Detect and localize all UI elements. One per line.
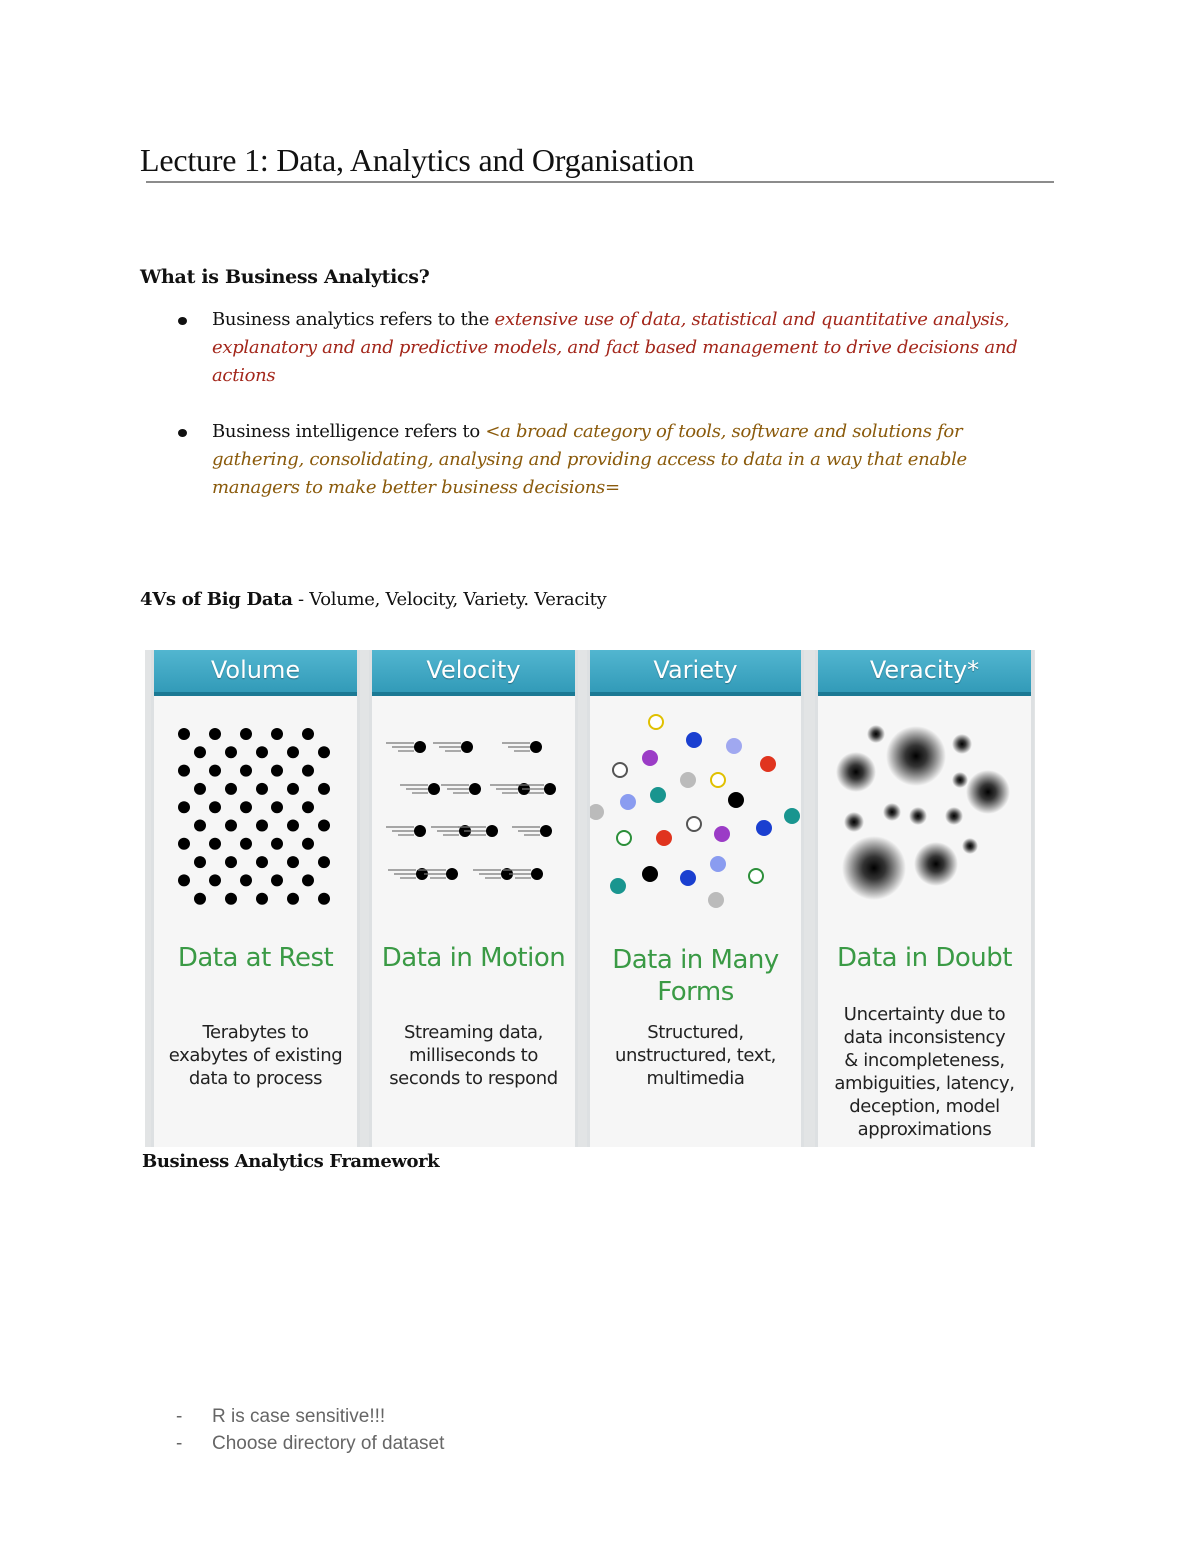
note-item <box>176 1430 444 1457</box>
volume-dot <box>194 893 206 905</box>
volume-dot <box>194 856 206 868</box>
variety-dot <box>708 892 724 908</box>
note-text: Choose directory of dataset <box>212 1433 445 1454</box>
bullet-dot-icon <box>178 429 187 437</box>
definition-highlight: <a broad category of tools, software and solutions for gathering, consolidating, analysing and providing access to data in a way that enable managers to make better business decisions= <box>212 421 967 498</box>
panel-volume <box>151 650 360 1147</box>
volume-dot <box>318 783 330 795</box>
volume-dot <box>240 838 252 850</box>
panel-description <box>818 1003 1031 1141</box>
description-line: deception, model <box>849 1096 1000 1117</box>
velocity-dot <box>531 868 543 880</box>
volume-dot <box>225 783 237 795</box>
variety-colored-dots-icon <box>590 700 801 920</box>
notes-list <box>176 1403 444 1457</box>
velocity-dot <box>414 825 426 837</box>
volume-dot <box>256 893 268 905</box>
volume-dot <box>287 820 299 832</box>
volume-dot <box>318 856 330 868</box>
volume-dot <box>302 765 314 777</box>
description-line: data inconsistency <box>843 1027 1006 1048</box>
veracity-blurred-dot <box>909 807 927 825</box>
veracity-blurred-dot <box>867 725 885 743</box>
volume-dot <box>256 746 268 758</box>
panel-subtitle <box>590 944 801 1008</box>
panel-subtitle: Data in Doubt <box>837 943 1012 973</box>
definition-highlight: extensive use of data, statistical and quantitative analysis, explanatory and and predictive models, and fact based management to drive decisions and actions <box>212 309 1018 386</box>
variety-dot <box>714 826 730 842</box>
variety-dot <box>680 772 696 788</box>
variety-ring <box>617 831 631 845</box>
variety-dot <box>620 794 636 810</box>
volume-dot <box>240 765 252 777</box>
velocity-dot <box>414 741 426 753</box>
description-line: Uncertainty due to <box>843 1004 1006 1025</box>
veracity-blurred-dot <box>886 726 946 786</box>
panel-description <box>372 1021 575 1090</box>
velocity-dot <box>469 783 481 795</box>
subtitle-line: Forms <box>657 977 734 1007</box>
title-underline <box>146 181 1054 183</box>
veracity-blurred-dot <box>962 838 978 854</box>
volume-dot <box>287 746 299 758</box>
volume-dots-icon <box>154 700 357 920</box>
variety-dot <box>686 732 702 748</box>
volume-dot <box>178 874 190 886</box>
volume-dot <box>302 728 314 740</box>
veracity-blurred-dot <box>883 803 901 821</box>
dash-marker: - <box>176 1406 183 1427</box>
variety-dot <box>642 750 658 766</box>
panel-subtitle: Data in Motion <box>381 943 566 973</box>
volume-dot <box>240 874 252 886</box>
volume-dot <box>194 746 206 758</box>
four-vs-line <box>140 589 606 610</box>
variety-dot <box>650 787 666 803</box>
volume-dot <box>225 820 237 832</box>
description-line: Structured, <box>647 1022 744 1043</box>
velocity-dot <box>486 825 498 837</box>
volume-dot <box>178 801 190 813</box>
volume-dot <box>178 765 190 777</box>
volume-dot <box>271 765 283 777</box>
volume-dot <box>209 765 221 777</box>
panel-description <box>590 1021 801 1090</box>
volume-dot <box>287 783 299 795</box>
volume-dot <box>302 874 314 886</box>
veracity-blurred-dot <box>914 842 958 886</box>
veracity-blurred-dot <box>952 772 968 788</box>
veracity-blurred-dot <box>842 836 906 900</box>
volume-dot <box>318 820 330 832</box>
definition-business-analytics <box>176 306 1056 390</box>
variety-dot <box>710 856 726 872</box>
four-vs-list: Volume, Velocity, Variety. Veracity <box>309 589 607 610</box>
veracity-blurred-dots-icon <box>818 700 1031 920</box>
variety-dot <box>784 808 800 824</box>
four-vs-separator: - <box>292 589 310 610</box>
panel-header: Variety <box>590 650 801 696</box>
description-line: exabytes of existing <box>168 1045 343 1066</box>
description-line: approximations <box>857 1119 992 1140</box>
velocity-dot <box>530 741 542 753</box>
veracity-blurred-dot <box>836 752 876 792</box>
panel-subtitle: Data at Rest <box>177 943 334 973</box>
volume-dot <box>302 801 314 813</box>
panel-variety <box>587 650 804 1147</box>
description-line: seconds to respond <box>389 1068 558 1089</box>
volume-dot <box>256 783 268 795</box>
description-line: unstructured, text, <box>614 1045 777 1066</box>
variety-dot <box>726 738 742 754</box>
volume-dot <box>240 728 252 740</box>
variety-dot <box>680 870 696 886</box>
veracity-blurred-dot <box>844 812 864 832</box>
volume-dot <box>194 820 206 832</box>
description-line: & incompleteness, <box>844 1050 1005 1071</box>
four-vs-label: 4Vs of Big Data <box>140 589 293 610</box>
definition-list <box>176 306 1056 502</box>
veracity-blurred-dot <box>966 770 1010 814</box>
volume-dot <box>240 801 252 813</box>
description-line: milliseconds to <box>409 1045 538 1066</box>
volume-dot <box>225 746 237 758</box>
volume-dot <box>225 856 237 868</box>
definition-prefix: Business intelligence refers to <box>212 421 486 442</box>
description-line: ambiguities, latency, <box>834 1073 1015 1094</box>
velocity-dot <box>446 868 458 880</box>
dash-marker: - <box>176 1433 183 1454</box>
section-heading-business-analytics: What is Business Analytics? <box>140 266 430 288</box>
framework-heading: Business Analytics Framework <box>142 1151 440 1172</box>
variety-ring <box>613 763 627 777</box>
volume-dot <box>318 746 330 758</box>
volume-dot <box>302 838 314 850</box>
description-line: multimedia <box>646 1068 745 1089</box>
volume-dot <box>194 783 206 795</box>
variety-dot <box>656 830 672 846</box>
variety-ring <box>749 869 763 883</box>
variety-ring <box>687 817 701 831</box>
page-title: Lecture 1: Data, Analytics and Organisation <box>140 142 695 178</box>
velocity-dot <box>461 741 473 753</box>
veracity-blurred-dot <box>945 807 963 825</box>
volume-dot <box>178 838 190 850</box>
definition-prefix: Business analytics refers to the <box>212 309 495 330</box>
velocity-dot <box>428 783 440 795</box>
panel-header: Veracity* <box>818 650 1031 696</box>
variety-dot <box>590 804 604 820</box>
volume-dot <box>318 893 330 905</box>
volume-dot <box>225 893 237 905</box>
volume-dot <box>209 801 221 813</box>
description-line: data to process <box>188 1068 323 1089</box>
panel-header: Volume <box>154 650 357 696</box>
variety-dot <box>760 756 776 772</box>
volume-dot <box>256 820 268 832</box>
panel-description <box>154 1021 357 1090</box>
velocity-dot <box>540 825 552 837</box>
subtitle-line: Data in Many <box>612 945 779 975</box>
volume-dot <box>209 838 221 850</box>
variety-dot <box>610 878 626 894</box>
velocity-dot <box>544 783 556 795</box>
big-data-figure <box>145 650 1035 1147</box>
panel-velocity <box>369 650 578 1147</box>
volume-dot <box>271 801 283 813</box>
note-item <box>176 1403 444 1430</box>
variety-dot <box>642 866 658 882</box>
volume-dot <box>287 893 299 905</box>
variety-dot <box>756 820 772 836</box>
panel-header: Velocity <box>372 650 575 696</box>
volume-dot <box>271 838 283 850</box>
definition-business-intelligence <box>176 418 1056 502</box>
volume-dot <box>256 856 268 868</box>
description-line: Streaming data, <box>404 1022 543 1043</box>
volume-dot <box>287 856 299 868</box>
volume-dot <box>271 728 283 740</box>
volume-dot <box>209 874 221 886</box>
veracity-blurred-dot <box>952 734 972 754</box>
note-text: R is case sensitive!!! <box>212 1406 386 1427</box>
bullet-dot-icon <box>178 317 187 325</box>
volume-dot <box>271 874 283 886</box>
volume-dot <box>178 728 190 740</box>
variety-ring <box>711 773 725 787</box>
panel-veracity <box>815 650 1034 1147</box>
variety-dot <box>728 792 744 808</box>
velocity-streaks-icon <box>372 700 575 920</box>
variety-ring <box>649 715 663 729</box>
volume-dot <box>209 728 221 740</box>
description-line: Terabytes to <box>202 1022 309 1043</box>
